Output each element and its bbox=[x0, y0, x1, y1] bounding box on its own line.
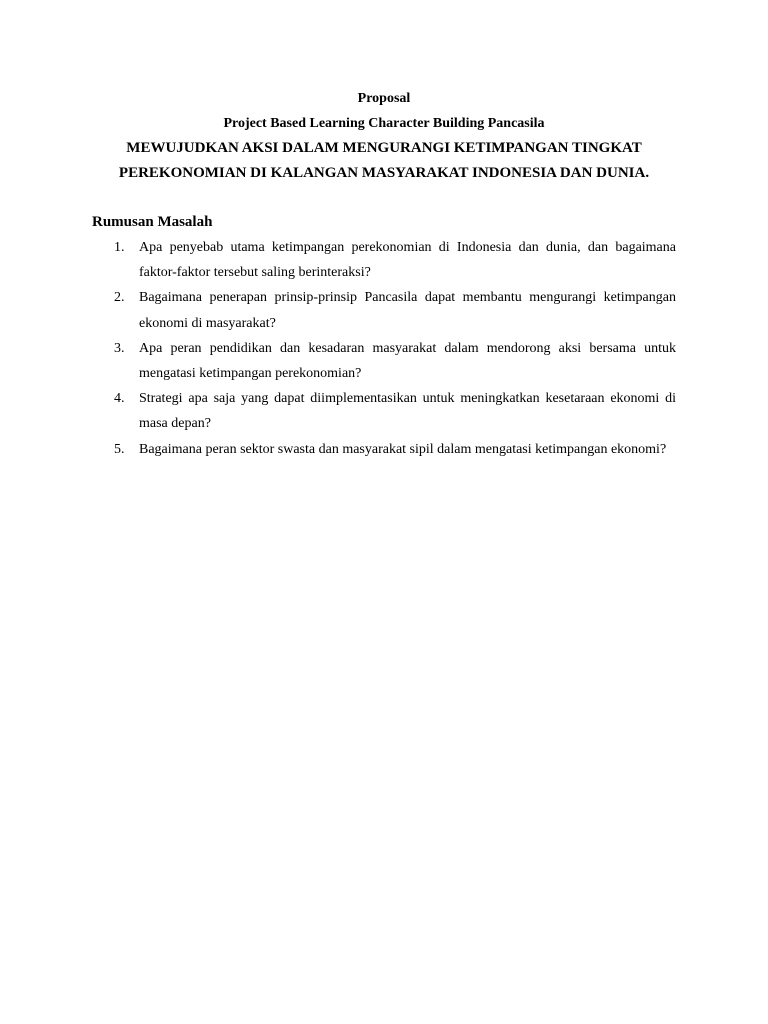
list-item-text: Apa penyebab utama ketimpangan perekonomian di Indonesia dan dunia, dan bagaimana faktor-faktor tersebut saling berinteraksi? bbox=[139, 240, 676, 281]
heading-theme-line-2: PEREKONOMIAN DI KALANGAN MASYARAKAT INDONESIA DAN DUNIA. bbox=[118, 165, 650, 181]
list-item-text: Bagaimana penerapan prinsip-prinsip Pancasila dapat membantu mengurangi ketimpangan ekonomi di masyarakat? bbox=[139, 290, 676, 331]
list-item bbox=[92, 336, 676, 386]
list-item-number: 2. bbox=[114, 290, 125, 306]
list-item-text: Apa peran pendidikan dan kesadaran masyarakat dalam mendorong aksi bersama untuk mengatasi ketimpangan perekonomian? bbox=[139, 340, 676, 382]
list-item bbox=[92, 235, 676, 285]
heading-proposal: Proposal bbox=[357, 91, 411, 106]
problem-statement-section bbox=[92, 210, 676, 462]
heading-theme-line-1: MEWUJUDKAN AKSI DALAM MENGURANGI KETIMPANGAN TINGKAT bbox=[126, 140, 642, 156]
list-item-number: 5. bbox=[114, 441, 125, 457]
document-heading bbox=[92, 86, 676, 186]
list-item-number: 4. bbox=[114, 391, 125, 407]
list-item-number: 3. bbox=[114, 340, 125, 356]
list-item bbox=[92, 437, 676, 462]
list-item-number: 1. bbox=[114, 240, 125, 255]
heading-project-title: Project Based Learning Character Building Pancasila bbox=[223, 116, 545, 131]
list-item bbox=[92, 386, 676, 436]
list-item-text: Strategi apa saja yang dapat diimplementasikan untuk meningkatkan kesetaraan ekonomi di masa depan? bbox=[139, 391, 676, 432]
problem-list bbox=[92, 235, 676, 462]
list-item-text: Bagaimana peran sektor swasta dan masyarakat sipil dalam mengatasi ketimpangan ekonomi? bbox=[139, 441, 667, 457]
list-item bbox=[92, 285, 676, 335]
section-title: Rumusan Masalah bbox=[92, 214, 213, 230]
